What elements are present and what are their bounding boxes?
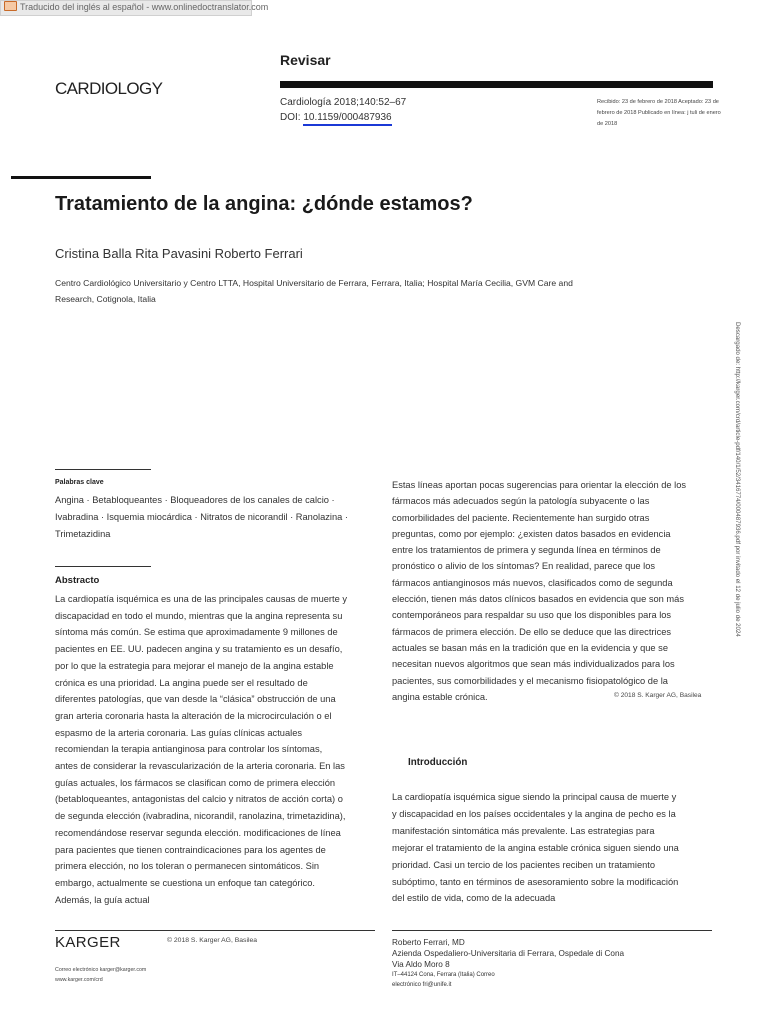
keywords-rule xyxy=(55,469,151,470)
abstract-copyright: © 2018 S. Karger AG, Basilea xyxy=(614,692,702,699)
journal-logo: CARDIOLOGY xyxy=(55,79,163,98)
contact-web[interactable]: www.karger.com/crd xyxy=(55,977,103,983)
doi-label: DOI: xyxy=(280,112,304,123)
citation-text: Cardiología 2018;140:52–67 xyxy=(280,97,407,108)
introduction-heading: Introducción xyxy=(408,757,468,768)
doi-link[interactable]: 10.1159/000487936 xyxy=(303,112,391,126)
header-rule xyxy=(280,81,713,88)
translation-banner[interactable] xyxy=(0,0,269,16)
corr-name: Roberto Ferrari, MD xyxy=(392,938,465,947)
keywords-text: Angina · Betabloqueantes · Bloqueadores de los canales de calcio · Ivabradina · Isquemia miocárdica · Nitratos de nicorandil · Ranolazina · Trimetazidina xyxy=(55,495,348,539)
publisher-logo: KARGER xyxy=(55,934,121,951)
footer-rule-left xyxy=(55,930,375,931)
article-title: Tratamiento de la angina: ¿dónde estamos? xyxy=(55,193,473,215)
abstract-rule xyxy=(55,566,151,567)
footer-rule-right xyxy=(392,930,712,931)
corr-institution: Azienda Ospedaliero-Universitaria di Ferrara, Ospedale di Cona xyxy=(392,949,625,958)
abstract-continued: Estas líneas aportan pocas sugerencias para orientar la elección de los fármacos más adecuados según la patología subyacente o las comorbilidades del paciente. Recientemente han surgido otras preguntas, como por ejemplo: ¿existen datos basados en evidencia entre los tratamientos de primera y segunda línea en términos de pronóstico o alivio de los síntomas? En realidad, parece que los fármacos antianginosos más nuevos, clasificados como de segunda elección, tienen más datos clínicos basados en evidencia que son más contemporáneos para respaldar su uso que los disponibles para los fármacos de primera elección. De ello se deduce que las directrices actuales se basan más en la tradición que en la evidencia y que se necesitan nuevos algoritmos que sean más individualizados para los pacientes, sus comorbilidades y el mecanismo fisiopatológico de la angina estable crónica. xyxy=(392,480,687,702)
translate-icon xyxy=(4,1,17,11)
section-label: Revisar xyxy=(280,52,331,68)
corr-street: Via Aldo Moro 8 xyxy=(392,960,450,969)
footer-copyright: © 2018 S. Karger AG, Basilea xyxy=(167,937,258,944)
introduction-text: La cardiopatía isquémica sigue siendo la principal causa de muerte y y discapacidad en los países occidentales y la angina de pecho es la manifestación sintomática más prevalente. Las estrategias para mejorar el tratamiento de la angina estable crónica siguen siendo una prioridad. Casi un tercio de los pacientes reciben un tratamiento subóptimo, tanto en términos de asesoramiento sobre la modificación del estilo de vida, como de la adecuada xyxy=(392,792,679,904)
article-affiliation: Centro Cardiológico Universitario y Centro LTTA, Hospital Universitario de Ferrara, Ferrara, Italia; Hospital María Cecilia, GVM Care and Research, Cotignola, Italia xyxy=(55,278,573,304)
keywords-heading: Palabras clave xyxy=(55,479,104,486)
citation-block xyxy=(280,95,406,125)
corr-city: IT–44124 Cona, Ferrara (Italia) Correo xyxy=(392,972,495,978)
article-authors: Cristina Balla Rita Pavasini Roberto Ferrari xyxy=(55,246,303,261)
download-note: Descargado de: http://karger.com/crd/article-pdf/140/1/52/3416774/000487936.pdf por invitado el 12 de julio de 2024 xyxy=(734,322,741,637)
doi-line xyxy=(280,110,406,125)
title-rule xyxy=(11,176,151,179)
correspondence-block xyxy=(392,937,624,990)
translation-banner-text[interactable]: Traducido del inglés al español - www.onlinedoctranslator.com xyxy=(20,2,269,12)
abstract-heading: Abstracto xyxy=(55,575,100,586)
corr-email[interactable]: electrónico fri@unife.it xyxy=(392,982,452,988)
publisher-contact xyxy=(55,965,146,985)
abstract-text: La cardiopatía isquémica es una de las principales causas de muerte y discapacidad en todo el mundo, mientras que la angina representa su síntoma más común. Se estima que aproximadamente 9 millones de pacientes en EE. UU. padecen angina y su tratamiento es un desafío, por lo que la estrategia para mejorar el manejo de la angina estable crónica es una prioridad. La angina puede ser el resultado de diferentes patologías, que van desde la “clásica” obstrucción de una gran arteria coronaria hasta la alteración de la microcirculación o el espasmo de la arteria coronaria. Las guías clínicas actuales recomiendan la terapia antianginosa para controlar los síntomas, antes de considerar la revascularización de la arteria coronaria. En las guías actuales, los fármacos se clasifican como de primera elección (betabloqueantes, antagonistas del calcio y nitratos de acción corta) o de segunda elección (ivabradina, nicorandil, ranolazina, trimetazidina), recomendándose reservar segunda elección. modificaciones de línea para pacientes que tienen contraindicaciones para los agentes de primera elección, no los toleran o permanecen sintomáticos. Sin embargo, actualmente se cuestiona un enfoque tan categórico. Además, la guía actual xyxy=(55,594,347,905)
contact-email[interactable]: Correo electrónico karger@karger.com xyxy=(55,967,147,973)
received-dates: Recibido: 23 de febrero de 2018 Aceptado: 23 de febrero de 2018 Publicado en línea: j tuli de enero de 2018 xyxy=(597,99,721,127)
